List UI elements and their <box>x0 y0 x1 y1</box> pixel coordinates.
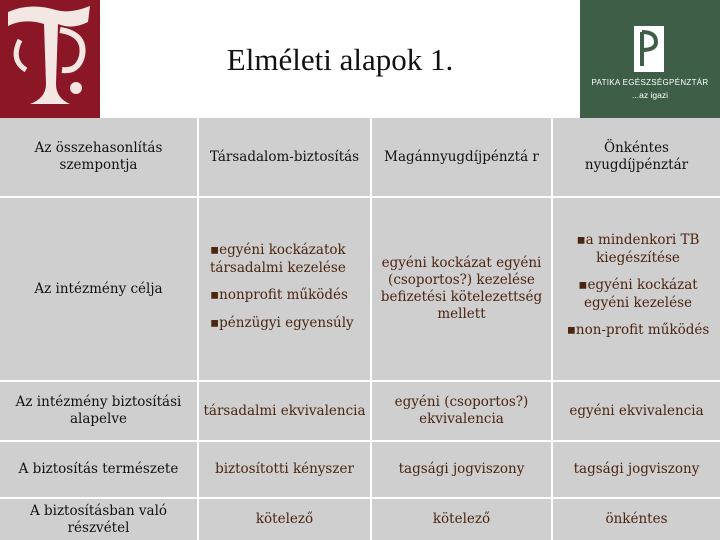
header-voluntary-pension: Önkéntes nyugdíjpénztár <box>584 140 689 173</box>
t-logo-icon <box>0 0 100 118</box>
list-item: ▪a mindenkori TB kiegészítése <box>576 232 700 266</box>
row-label-participation: A biztosításban való részvétel <box>29 502 168 536</box>
patika-logo <box>580 0 720 118</box>
nature-private: tagsági jogviszony <box>398 461 525 478</box>
nature-voluntary: tagsági jogviszony <box>573 461 700 478</box>
list-item: ▪egyéni kockázatok társadalmi kezelése <box>210 242 346 276</box>
row-label-purpose: Az intézmény célja <box>34 280 163 297</box>
purpose-voluntary-list <box>558 232 718 350</box>
principle-voluntary: egyéni ekvivalencia <box>569 402 704 419</box>
row-label-nature: A biztosítás természete <box>18 461 179 478</box>
purpose-private: egyéni kockázat egyéni (csoportos?) kezelése befizetési kötelezettség mellett <box>380 255 543 322</box>
list-item: ▪egyéni kockázat egyéni kezelése <box>578 277 698 311</box>
brand-tagline: ...az igazi <box>632 90 668 100</box>
list-item: ▪nonprofit működés <box>210 287 348 304</box>
brand-name: PATIKA EGÉSZSÉGPÉNZTÁR <box>591 78 709 87</box>
participation-social: kötelező <box>255 511 314 528</box>
list-item: ▪non-profit működés <box>566 322 710 339</box>
page-title: Elméleti alapok 1. <box>226 42 454 77</box>
list-item: ▪pénzügyi egyensúly <box>210 314 354 331</box>
header-private-pension: Magánnyugdíjpénztá r <box>384 148 539 165</box>
participation-private: kötelező <box>432 511 491 528</box>
header-social-insurance: Társadalom-biztosítás <box>209 148 360 165</box>
nature-social: biztosítotti kényszer <box>215 461 354 478</box>
row-label-principle: Az intézmény biztosítási alapelve <box>15 394 182 427</box>
principle-private: egyéni (csoportos?) ekvivalencia <box>394 394 529 427</box>
header-criterion: Az összehasonlítás szempontja <box>34 140 163 173</box>
participation-voluntary: önkéntes <box>605 511 668 528</box>
purpose-social-list <box>210 242 368 342</box>
principle-social: társadalmi ekvivalencia <box>203 402 366 419</box>
